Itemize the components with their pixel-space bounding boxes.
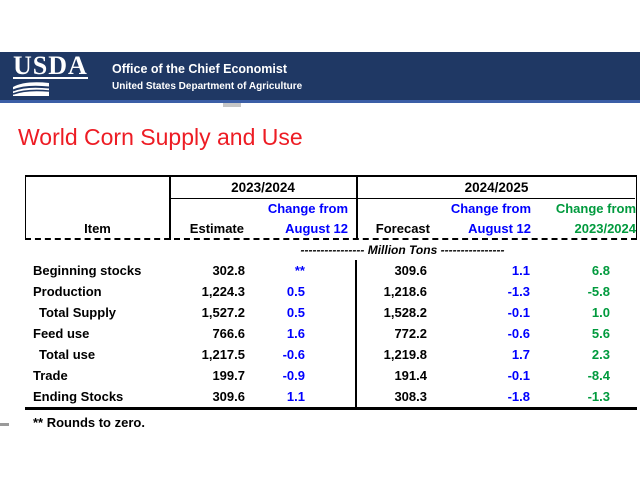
- cell-change-yoy: 5.6: [591, 326, 610, 341]
- cell-estimate: 1,217.5: [201, 347, 245, 362]
- cell-change-aug12-2425: -0.1: [507, 305, 530, 320]
- table-body: [25, 260, 637, 407]
- cell-estimate: 1,527.2: [201, 305, 245, 320]
- cell-change-aug12-2425: -1.3: [507, 284, 530, 299]
- table-row: [25, 386, 637, 407]
- cell-change-yoy: -1.3: [587, 389, 610, 404]
- table-row: [25, 302, 637, 323]
- cell-change-aug12-2324: -0.6: [282, 347, 305, 362]
- cell-change-yoy: -5.8: [587, 284, 610, 299]
- cell-forecast: 1,218.6: [383, 284, 427, 299]
- cell-change-aug12-2324: 0.5: [286, 305, 305, 320]
- cell-change-aug12-2425: 1.7: [511, 347, 530, 362]
- banner-department-name: United States Department of Agriculture: [112, 81, 303, 92]
- table-bottom-rule: [25, 407, 637, 410]
- banner-accent-line: [0, 100, 640, 103]
- header-august-12-2: August 12: [468, 221, 531, 236]
- artifact-mark: [223, 103, 241, 107]
- cell-change-aug12-2324: 1.1: [286, 389, 305, 404]
- cell-change-aug12-2324: 1.6: [286, 326, 305, 341]
- cell-forecast: 308.3: [394, 389, 427, 404]
- table-header: [25, 175, 637, 238]
- cell-estimate: 199.7: [212, 368, 245, 383]
- table-row: [25, 365, 637, 386]
- cell-forecast: 191.4: [394, 368, 427, 383]
- header-change-from-2: Change from: [450, 201, 531, 216]
- cell-change-aug12-2324: -0.9: [282, 368, 305, 383]
- usda-banner: [0, 52, 640, 100]
- cell-change-yoy: 2.3: [591, 347, 610, 362]
- header-change-yoy: 2023/2024: [574, 221, 636, 236]
- row-item-label: Ending Stocks: [33, 389, 124, 404]
- cell-change-aug12-2324: **: [294, 263, 305, 278]
- table-row: [25, 260, 637, 281]
- cell-change-aug12-2425: 1.1: [511, 263, 530, 278]
- cell-change-yoy: -8.4: [587, 368, 610, 383]
- cell-change-aug12-2425: -1.8: [507, 389, 530, 404]
- table-row: [25, 344, 637, 365]
- row-item-label: Production: [33, 284, 102, 299]
- header-estimate: Estimate: [189, 221, 244, 236]
- column-divider: [355, 260, 357, 407]
- year-group-2023-2024: 2023/2024: [170, 177, 356, 199]
- row-item-label: Total Supply: [39, 305, 117, 320]
- cell-estimate: 766.6: [212, 326, 245, 341]
- header-item: Item: [84, 221, 111, 236]
- table-row: [25, 323, 637, 344]
- supply-use-table: [25, 175, 637, 430]
- header-change-from-1: Change from: [267, 201, 348, 216]
- cell-forecast: 1,219.8: [383, 347, 427, 362]
- usda-swoosh-icon: [13, 80, 49, 96]
- footnote: ** Rounds to zero.: [33, 415, 145, 430]
- banner-office-name: Office of the Chief Economist: [112, 62, 288, 76]
- row-item-label: Trade: [33, 368, 68, 383]
- units-label: ---------------- Million Tons ----------------: [300, 243, 505, 257]
- banner-text: [112, 61, 302, 93]
- row-item-label: Total use: [39, 347, 96, 362]
- cell-forecast: 1,528.2: [383, 305, 427, 320]
- page-title: World Corn Supply and Use: [18, 124, 303, 150]
- year-group-2024-2025: 2024/2025: [358, 177, 635, 199]
- usda-logo: [13, 51, 105, 96]
- cell-forecast: 309.6: [394, 263, 427, 278]
- row-item-label: Feed use: [33, 326, 90, 341]
- usda-logo-text: USDA: [13, 51, 88, 80]
- cell-change-yoy: 6.8: [591, 263, 610, 278]
- header-spacer: [356, 199, 434, 218]
- cell-estimate: 1,224.3: [201, 284, 245, 299]
- header-spacer: [169, 199, 253, 218]
- header-forecast: Forecast: [375, 221, 430, 236]
- cell-estimate: 309.6: [212, 389, 245, 404]
- row-item-label: Beginning stocks: [33, 263, 142, 278]
- cell-forecast: 772.2: [394, 326, 427, 341]
- header-spacer: [26, 199, 169, 218]
- cell-change-aug12-2324: 0.5: [286, 284, 305, 299]
- header-august-12-1: August 12: [285, 221, 348, 236]
- cell-change-aug12-2425: -0.1: [507, 368, 530, 383]
- table-row: [25, 281, 637, 302]
- artifact-mark: [0, 423, 9, 426]
- cell-estimate: 302.8: [212, 263, 245, 278]
- header-change-from-3: Change from: [555, 201, 636, 216]
- cell-change-aug12-2425: -0.6: [507, 326, 530, 341]
- cell-change-yoy: 1.0: [591, 305, 610, 320]
